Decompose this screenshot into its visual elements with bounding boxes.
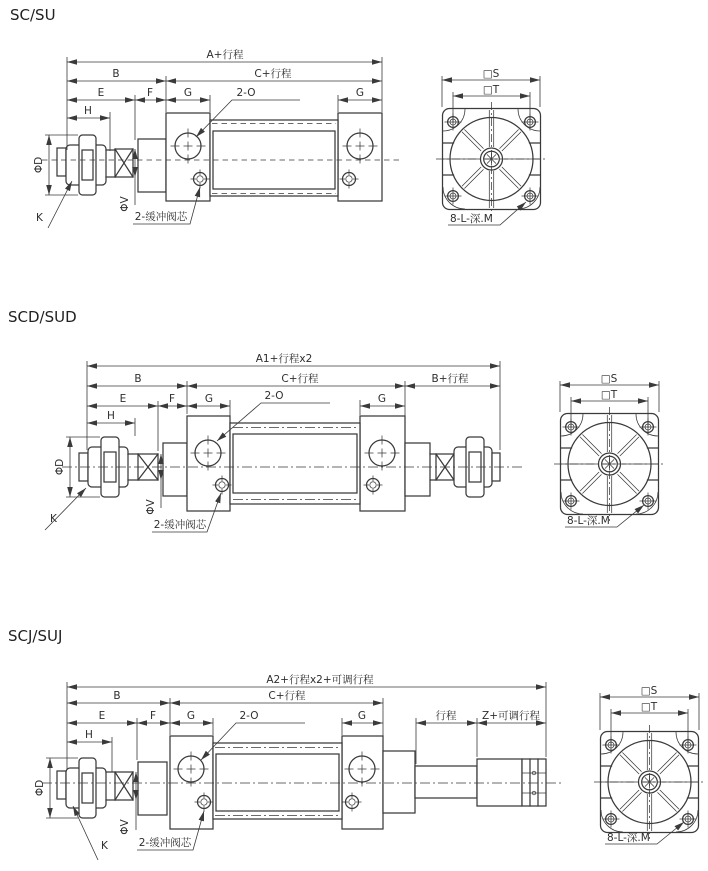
dim-c: C+行程 [268, 690, 306, 702]
section-sc-su [10, 6, 547, 228]
dim-g-right: G [355, 87, 365, 99]
dim-flange-outer: □S [482, 68, 500, 80]
dim-e: E [97, 87, 105, 99]
dim-c: C+行程 [254, 68, 292, 80]
dim-flange-outer: □S [640, 685, 658, 697]
rear-collar [405, 443, 430, 496]
dim-b-stroke: B+行程 [431, 373, 469, 385]
dim-bolt-spacing: □T [482, 84, 500, 96]
dim-overall: A1+行程x2 [255, 353, 313, 365]
dim-f: F [146, 87, 154, 99]
dim-h: H [84, 105, 92, 117]
label-mounting-holes: 8-L-深.M [450, 213, 493, 225]
adjuster-nut [522, 759, 546, 806]
section-scj-suj [8, 627, 705, 860]
dim-thread-dia: ΦV [119, 196, 131, 212]
dim-flange-outer: □S [600, 373, 618, 385]
dim-rod-dia: ΦD [34, 779, 46, 797]
dim-overall: A2+行程x2+可调行程 [266, 674, 374, 686]
dim-c: C+行程 [281, 373, 319, 385]
dim-b: B [134, 373, 142, 385]
cylinder-side-view [42, 736, 562, 829]
dim-f: F [168, 393, 176, 405]
dim-b: B [112, 68, 120, 80]
dim-adj-stroke: Z+可调行程 [482, 710, 540, 722]
collar [163, 443, 187, 496]
label-mounting-holes: 8-L-深.M [607, 832, 650, 844]
label-rod: K [50, 513, 57, 525]
rod-nut-slot [82, 150, 93, 180]
dim-g-left: G [186, 710, 196, 722]
dim-g-right: G [357, 710, 367, 722]
label-cushion: 2-缓冲阀芯 [153, 519, 207, 531]
dim-thread-dia: ΦV [145, 499, 157, 515]
dim-bolt-spacing: □T [640, 701, 658, 713]
label-ports: 2-O [236, 87, 256, 99]
section-title: SCJ/SUJ [8, 627, 63, 645]
dim-rod-dia: ΦD [33, 156, 45, 174]
label-cushion: 2-缓冲阀芯 [138, 837, 192, 849]
rod-tip [57, 148, 66, 176]
dim-g-right: G [377, 393, 387, 405]
thread-symbol [115, 772, 133, 800]
dim-b: B [113, 690, 121, 702]
adjuster-body [477, 759, 522, 806]
label-rod: K [101, 840, 108, 852]
extended-rod [415, 766, 477, 798]
cylinder-side-view [42, 113, 400, 201]
dim-bolt-spacing: □T [600, 389, 618, 401]
section-title: SCD/SUD [8, 308, 77, 326]
dim-f: F [149, 710, 157, 722]
collar [138, 762, 167, 815]
dim-g-left: G [183, 87, 193, 99]
label-cushion: 2-缓冲阀芯 [134, 211, 188, 223]
label-ports: 2-O [264, 390, 284, 402]
rod-tip [57, 771, 66, 799]
section-scd-sud [8, 308, 665, 532]
dim-e: E [119, 393, 127, 405]
label-rod: K [36, 212, 43, 224]
cylinder-side-view [62, 416, 522, 511]
dim-overall: A+行程 [206, 49, 244, 61]
thread-symbol [115, 149, 133, 177]
label-mounting-holes: 8-L-深.M [567, 515, 610, 527]
dim-stroke: 行程 [435, 710, 457, 722]
collar [138, 139, 166, 192]
dim-rod-dia: ΦD [54, 458, 66, 476]
dim-g-left: G [204, 393, 214, 405]
rear-collar [383, 751, 415, 813]
label-ports: 2-O [239, 710, 259, 722]
rod-nut-slot [82, 773, 93, 803]
dim-e: E [98, 710, 106, 722]
section-title: SC/SU [10, 6, 56, 24]
dim-h: H [107, 410, 115, 422]
tube [230, 423, 360, 504]
dim-h: H [85, 729, 93, 741]
dim-thread-dia: ΦV [119, 819, 131, 835]
